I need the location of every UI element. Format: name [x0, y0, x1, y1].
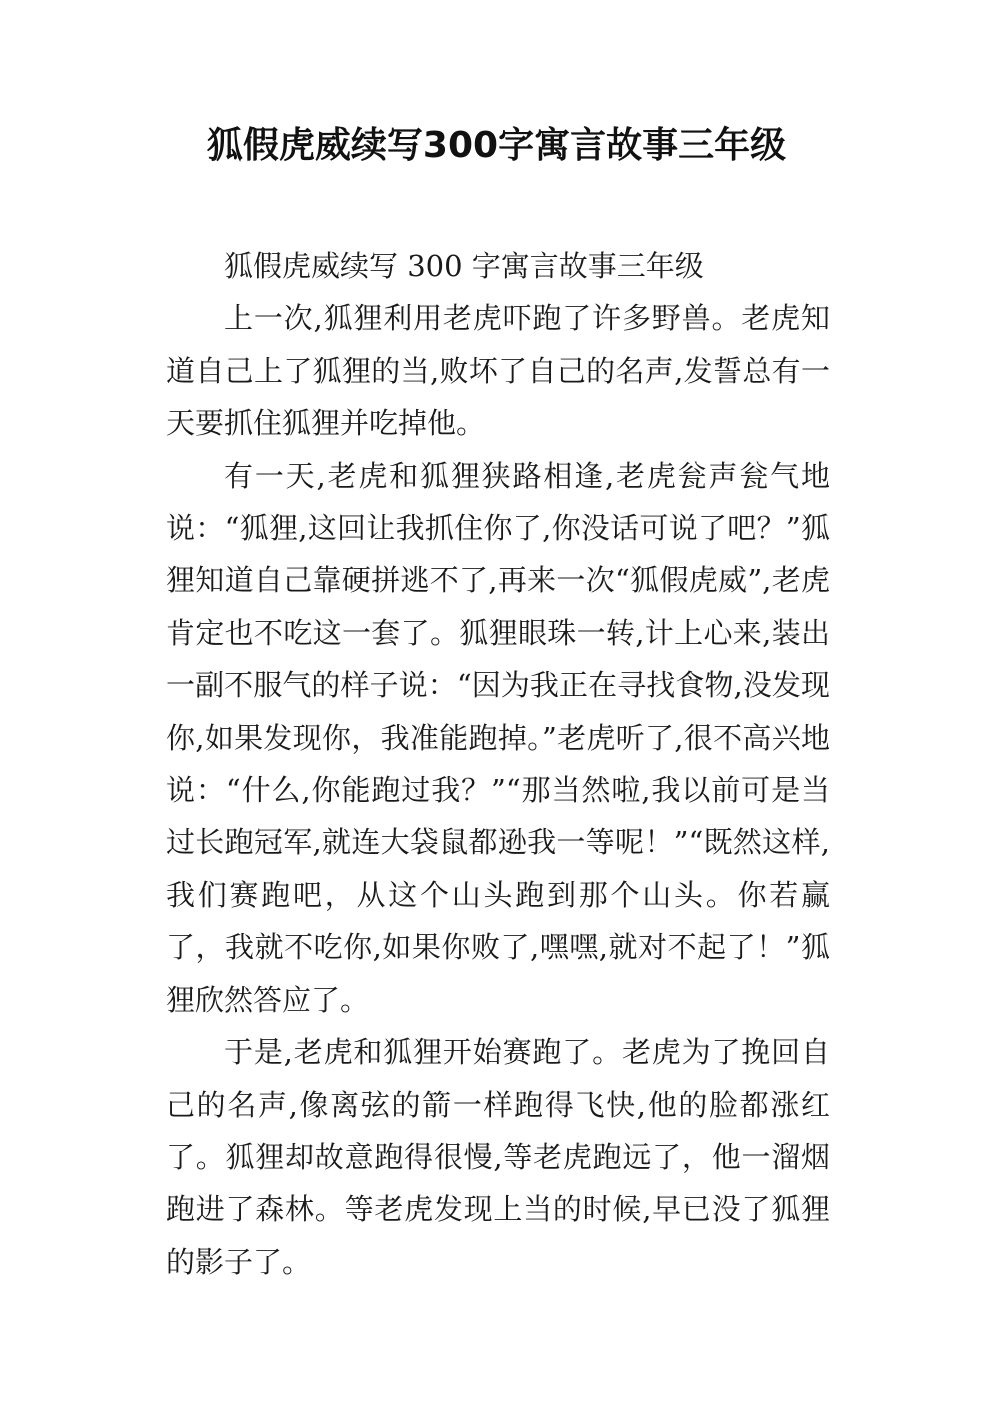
paragraph-3: 于是,老虎和狐狸开始赛跑了。老虎为了挽回自己的名声,像离弦的箭一样跑得飞快,他的脸都涨红了。狐狸却故意跑得很慢,等老虎跑远了，他一溜烟跑进了森林。等老虎发现上当的时候,早已没了狐狸的影子了。: [166, 1035, 830, 1279]
paragraph-1: 上一次,狐狸利用老虎吓跑了许多野兽。老虎知道自己上了狐狸的当,败坏了自己的名声,发誓总有一天要抓住狐狸并吃掉他。: [166, 301, 830, 441]
paragraph-2: 有一天,老虎和狐狸狭路相逢,老虎瓮声瓮气地说：“狐狸,这回让我抓住你了,你没话可说了吧？”狐狸知道自己靠硬拼逃不了,再来一次“狐假虎威”,老虎肯定也不吃这一套了。狐狸眼珠一转,计上心来,装出一副不服气的样子说：“因为我正在寻找食物,没发现你,如果发现你，我准能跑掉。”老虎听了,很不高兴地说：“什么,你能跑过我？”“那当然啦,我以前可是当过长跑冠军,就连大袋鼠都逊我一等呢！”“既然这样,我们赛跑吧，从这个山头跑到那个山头。你若赢了，我就不吃你,如果你败了,嘿嘿,就对不起了！”狐狸欣然答应了。: [166, 458, 830, 1017]
paragraph-subtitle: 狐假虎威续写 300 字寓言故事三年级: [224, 249, 704, 283]
document-body: [166, 240, 830, 1288]
document-title: 狐假虎威续写300字寓言故事三年级: [206, 125, 787, 166]
